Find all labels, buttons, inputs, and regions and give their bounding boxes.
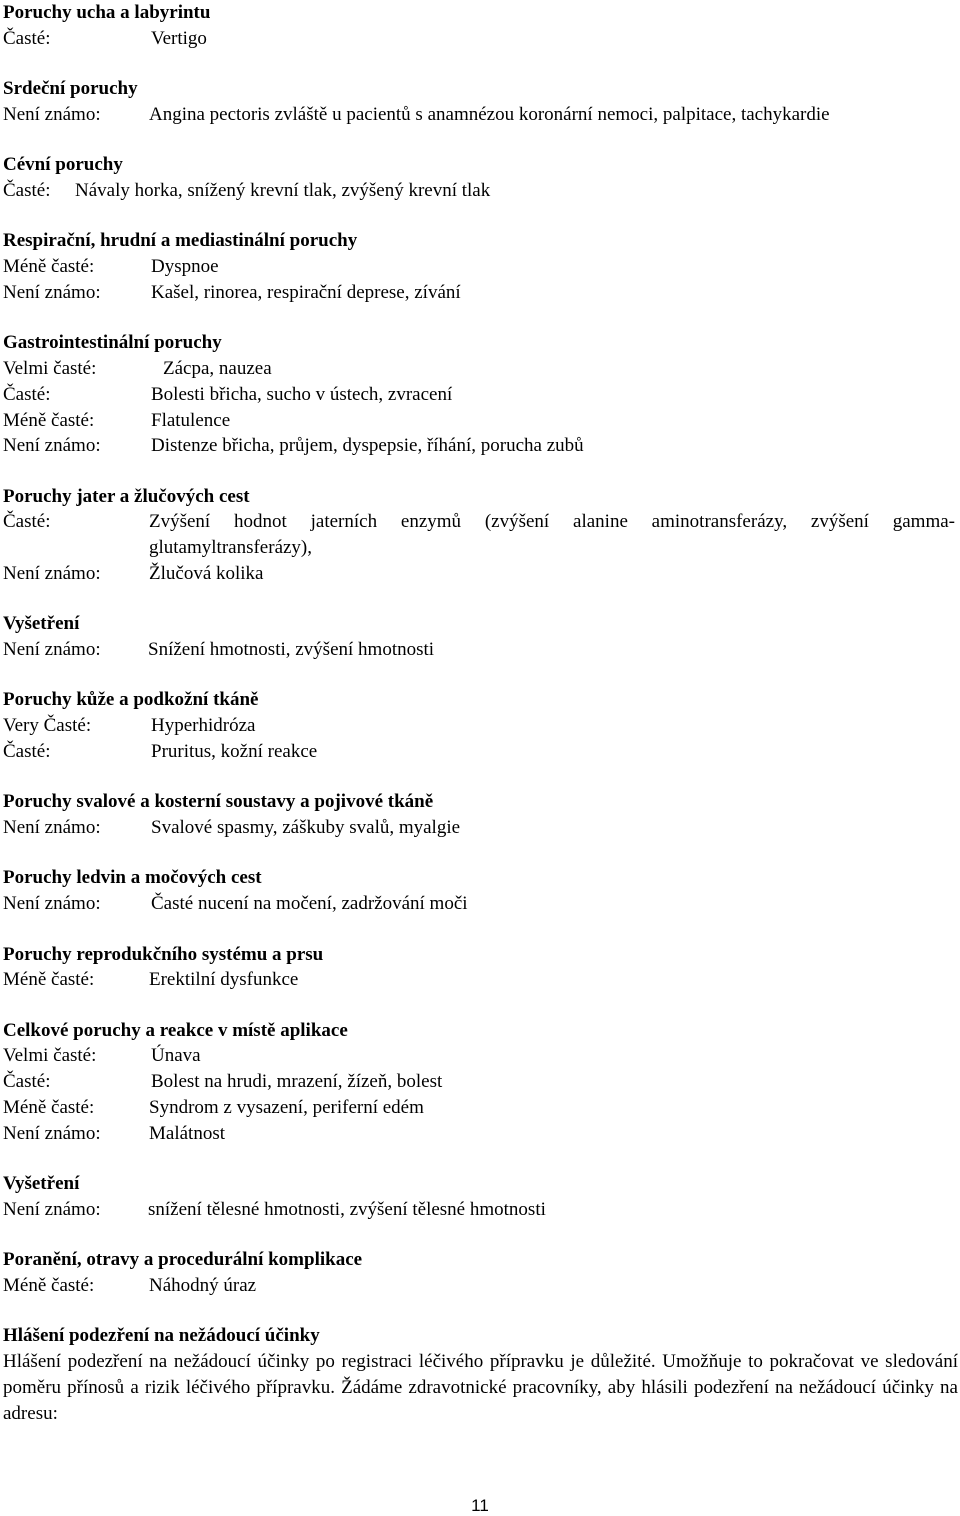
entry-row: [3, 254, 955, 280]
section-reporting: [3, 1323, 958, 1426]
section-title: Poruchy ucha a labyrintu: [3, 2, 211, 23]
section-skin: [3, 687, 955, 764]
section-respiratory: [3, 228, 955, 305]
entry-value: Bolesti břicha, sucho v ústech, zvracení: [151, 383, 453, 405]
frequency-label: Není známo:: [3, 1198, 101, 1220]
section-title: Vyšetření: [3, 613, 80, 635]
entry-value: Únava: [151, 1045, 201, 1067]
section-investigations: [3, 611, 955, 663]
frequency-label: Časté:: [3, 27, 51, 49]
section-title: Poruchy ledvin a močových cest: [3, 867, 262, 889]
frequency-label: Časté:: [3, 1071, 51, 1093]
section-general: [3, 1018, 955, 1147]
page-number: 11: [471, 1496, 489, 1515]
section-vascular: [3, 152, 955, 204]
section-title: Poruchy kůže a podkožní tkáně: [3, 689, 259, 711]
entry-row: [3, 1095, 955, 1121]
entry-row: [3, 739, 955, 765]
section-musculoskeletal: [3, 789, 955, 841]
frequency-label: Méně časté:: [3, 969, 95, 991]
entry-value: Bolest na hrudi, mrazení, žízeň, bolest: [151, 1071, 443, 1093]
frequency-label: Velmi časté:: [3, 357, 97, 379]
frequency-label: Není známo:: [3, 563, 101, 585]
frequency-label: Méně časté:: [3, 409, 95, 431]
entry-row: [3, 1069, 955, 1095]
section-title: Srdeční poruchy: [3, 78, 138, 100]
entry-row: [3, 1121, 955, 1147]
entry-value: Distenze břicha, průjem, dyspepsie, říhání, porucha zubů: [151, 435, 584, 457]
entry-row: [3, 713, 955, 739]
frequency-label: Není známo:: [3, 893, 101, 915]
entry-value: Časté nucení na močení, zadržování moči: [151, 893, 468, 915]
section-title: Poruchy reprodukčního systému a prsu: [3, 943, 324, 965]
section-renal: [3, 865, 955, 917]
entry-row: [3, 178, 955, 204]
entry-row: [3, 26, 955, 52]
section-title: Hlášení podezření na nežádoucí účinky: [3, 1325, 320, 1347]
frequency-label: Není známo:: [3, 1122, 101, 1144]
entry-row: [3, 637, 955, 663]
entry-value: Hyperhidróza: [151, 715, 256, 737]
section-title: Celkové poruchy a reakce v místě aplikace: [3, 1019, 348, 1041]
section-hepatobiliary: [3, 484, 955, 587]
frequency-label: Méně časté:: [3, 1097, 95, 1118]
section-investigations-2: [3, 1171, 955, 1223]
entry-value: Zvýšení hodnot jaterních enzymů (zvýšení alanine aminotransferázy, zvýšení gamma-glutamyltransferázy),: [149, 511, 955, 559]
frequency-label: Časté:: [3, 179, 51, 201]
entry-row: [3, 1043, 955, 1069]
frequency-label: Méně časté:: [3, 1274, 95, 1296]
entry-row: [3, 891, 955, 917]
entry-row: [3, 102, 955, 128]
entry-value: Žlučová kolika: [149, 563, 264, 585]
frequency-label: Není známo:: [3, 281, 101, 303]
section-cardiac: [3, 76, 955, 128]
entry-row: [3, 356, 955, 382]
section-gastrointestinal: [3, 330, 955, 459]
entry-value: Kašel, rinorea, respirační deprese, zívání: [151, 281, 461, 303]
entry-value: Syndrom z vysazení, periferní edém: [149, 1097, 424, 1118]
entry-value: Flatulence: [151, 409, 231, 431]
section-title: Gastrointestinální poruchy: [3, 332, 222, 354]
section-title: Respirační, hrudní a mediastinální poruchy: [3, 230, 358, 252]
entry-value: Pruritus, kožní reakce: [151, 741, 318, 763]
section-title: Poruchy svalové a kosterní soustavy a pojivové tkáně: [3, 791, 434, 813]
section-reproductive: [3, 942, 955, 994]
frequency-label: Časté:: [3, 383, 51, 405]
frequency-label: Časté:: [3, 511, 51, 533]
frequency-label: Není známo:: [3, 817, 101, 839]
frequency-label: Není známo:: [3, 103, 101, 125]
entry-value: Snížení hmotnosti, zvýšení hmotnosti: [148, 639, 435, 661]
entry-row: [3, 509, 955, 561]
section-title: Poruchy jater a žlučových cest: [3, 485, 250, 507]
entry-value: Dyspnoe: [151, 256, 219, 278]
entry-value: snížení tělesné hmotnosti, zvýšení tělesné hmotnosti: [148, 1198, 546, 1220]
frequency-label: Méně časté:: [3, 256, 95, 278]
entry-value: Erektilní dysfunkce: [149, 969, 299, 991]
frequency-label: Není známo:: [3, 639, 101, 661]
entry-value: Návaly horka, snížený krevní tlak, zvýšený krevní tlak: [75, 179, 491, 201]
section-title: Vyšetření: [3, 1173, 80, 1195]
entry-row: [3, 433, 955, 459]
frequency-label: Není známo:: [3, 435, 101, 457]
entry-row: [3, 561, 955, 587]
section-title: Cévní poruchy: [3, 154, 123, 176]
frequency-label: Velmi časté:: [3, 1045, 97, 1067]
frequency-label: Very Časté:: [3, 715, 92, 737]
section-title: Poranění, otravy a procedurální komplikace: [3, 1249, 363, 1271]
reporting-paragraph: Hlášení podezření na nežádoucí účinky po registraci léčivého přípravku je důležité. Umožňuje to pokračovat ve sledování poměru přínosů a rizik léčivého přípravku. Žádáme zdravotnické pracovníky, aby hlásili podezření na nežádoucí účinky na adresu:: [3, 1351, 958, 1424]
section-injury: [3, 1247, 955, 1299]
entry-row: [3, 815, 955, 841]
frequency-label: Časté:: [3, 741, 51, 763]
entry-value: Náhodný úraz: [149, 1274, 257, 1296]
entry-row: [3, 967, 955, 993]
entry-row: [3, 408, 955, 434]
entry-row: [3, 1197, 955, 1223]
entry-row: [3, 1273, 955, 1299]
entry-value: Vertigo: [151, 27, 207, 49]
entry-value: Malátnost: [149, 1122, 225, 1144]
section-ear: [3, 0, 955, 52]
entry-value: Angina pectoris zvláště u pacientů s anamnézou koronární nemoci, palpitace, tachykardie: [149, 103, 830, 125]
document-body: [3, 0, 958, 1451]
entry-row: [3, 280, 955, 306]
entry-row: [3, 382, 955, 408]
entry-value: Zácpa, nauzea: [163, 357, 272, 379]
entry-value: Svalové spasmy, záškuby svalů, myalgie: [151, 817, 461, 839]
